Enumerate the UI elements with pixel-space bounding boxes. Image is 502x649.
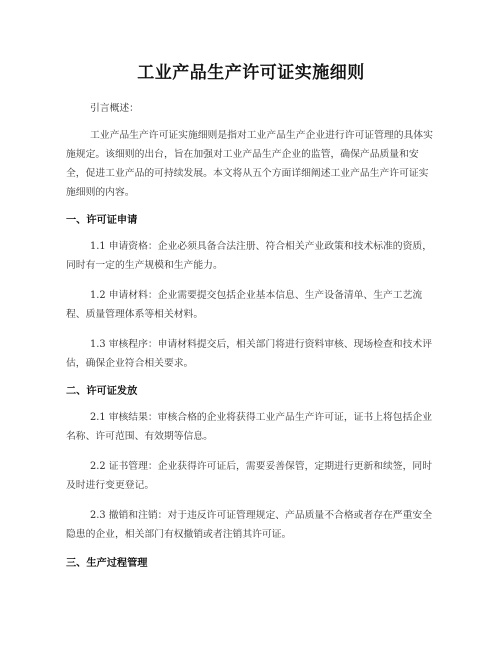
- section-2-item-1: 2.1 审核结果：审核合格的企业将获得工业产品生产许可证，证书上将包括企业名称、许可范围、有效期等信息。: [66, 412, 432, 442]
- section-heading-application: 一、许可证申请: [66, 215, 138, 226]
- intro-label: 引言概述：: [90, 103, 139, 114]
- section-heading-issuance: 二、许可证发放: [66, 386, 138, 397]
- section-1-item-2: 1.2 申请材料：企业需要提交包括企业基本信息、生产设备清单、生产工艺流程、质量管理体系等相关材料。: [66, 290, 423, 320]
- intro-paragraph: 工业产品生产许可证实施细则是指对工业产品生产企业进行许可证管理的具体实施规定。该细则的出台，旨在加强对工业产品生产企业的监管，确保产品质量和安全，促进工业产品的可持续发展。本文将从五个方面详细阐述工业产品生产许可证实施细则的内容。: [66, 130, 433, 198]
- section-heading-production: 三、生产过程管理: [66, 558, 148, 569]
- section-2-item-3: 2.3 撤销和注销：对于违反许可证管理规定、产品质量不合格或者存在严重安全隐患的企业，相关部门有权撤销或者注销其许可证。: [66, 510, 432, 540]
- section-1-item-3: 1.3 审核程序：申请材料提交后，相关部门将进行资料审核、现场检查和技术评估，确保企业符合相关要求。: [66, 339, 432, 369]
- section-2-item-2: 2.2 证书管理：企业获得许可证后，需要妥善保管，定期进行更新和续签，同时及时进行变更登记。: [66, 461, 432, 491]
- section-1-item-1: 1.1 申请资格：企业必须具备合法注册、符合相关产业政策和技术标准的资质，同时有一定的生产规模和生产能力。: [66, 241, 432, 271]
- document-title: 工业产品生产许可证实施细则: [137, 63, 365, 83]
